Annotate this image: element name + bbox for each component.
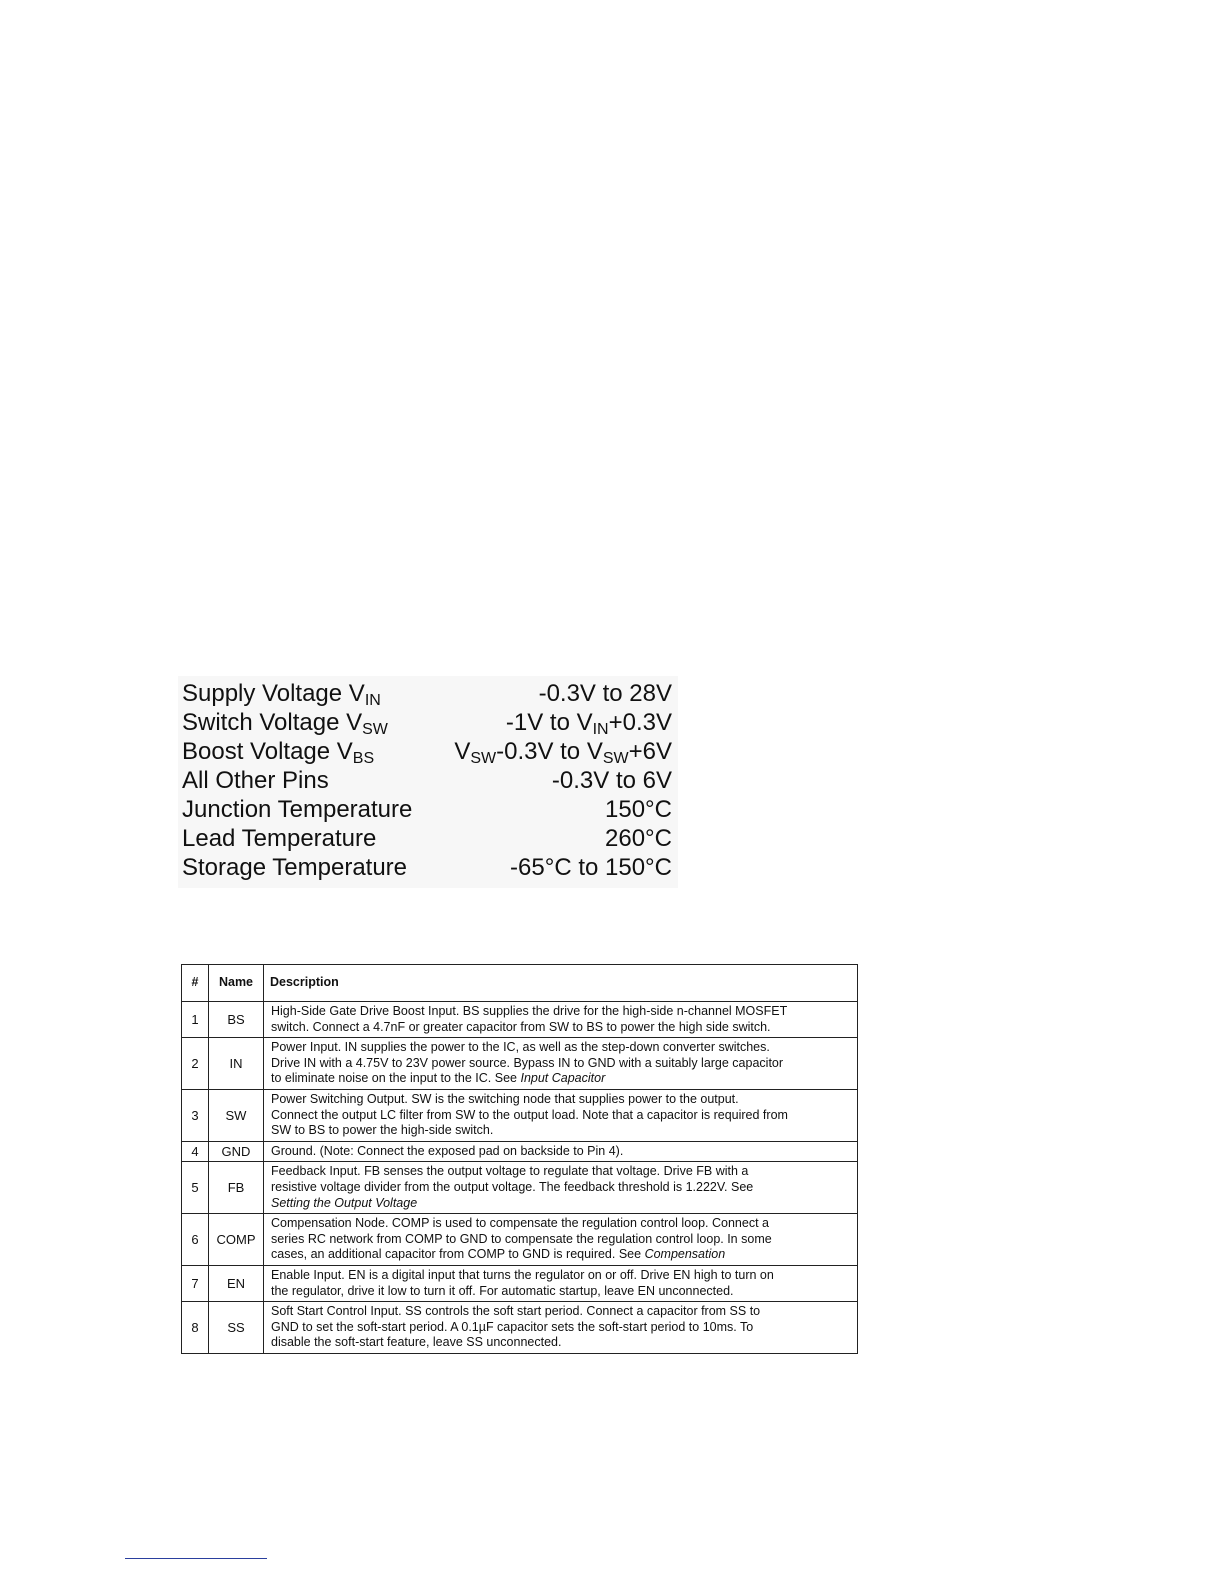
rating-row [182, 679, 676, 708]
rating-value [510, 853, 672, 882]
description-line: GND to set the soft-start period. A 0.1µF capacitor sets the soft-start period to 10ms. To [271, 1319, 754, 1334]
cross-reference: Input Capacitor [520, 1071, 606, 1086]
pin-description-table [181, 964, 858, 1354]
pin-description [264, 1141, 858, 1162]
rating-row [182, 795, 676, 824]
rating-value-text: +0.3V [608, 709, 672, 736]
absolute-maximum-ratings [178, 676, 678, 888]
cross-reference: Setting the Output Voltage [271, 1195, 418, 1210]
table-row [182, 1214, 858, 1266]
rating-row [182, 824, 676, 853]
pin-description [264, 1038, 858, 1090]
description-line: Feedback Input. FB senses the output voltage to regulate that voltage. Drive FB with a [271, 1164, 749, 1179]
description-line: Power Input. IN supplies the power to the IC, as well as the step-down converter switches. [271, 1040, 770, 1055]
rating-value [506, 708, 672, 737]
pin-number: 4 [182, 1141, 209, 1162]
rating-parameter-subscript: BS [352, 750, 375, 767]
rating-parameter-text: Storage Temperature [182, 854, 408, 881]
description-line: Enable Input. EN is a digital input that turns the regulator on or off. Drive EN high to turn on [271, 1267, 774, 1282]
rating-parameter-text: Lead Temperature [182, 825, 377, 852]
pin-description [264, 1302, 858, 1354]
rating-value-subscript: SW [602, 750, 629, 767]
description-line: switch. Connect a 4.7nF or greater capacitor from SW to BS to power the high side switch. [271, 1019, 771, 1034]
description-line: Connect the output LC filter from SW to the output load. Note that a capacitor is required from [271, 1107, 788, 1122]
description-line: disable the soft-start feature, leave SS unconnected. [271, 1335, 562, 1350]
pin-name: GND [209, 1141, 264, 1162]
rating-value [539, 679, 672, 708]
rating-value-text: 150°C [605, 796, 672, 823]
description-line: High-Side Gate Drive Boost Input. BS supplies the drive for the high-side n-channel MOSFET [271, 1004, 788, 1018]
table-row [182, 1265, 858, 1301]
rating-value-text: -65°C to 150°C [510, 854, 672, 881]
header-number: # [182, 965, 209, 1002]
pin-description [264, 1265, 858, 1301]
rating-row [182, 708, 676, 737]
rating-parameter-text: All Other Pins [182, 767, 329, 794]
header-description: Description [264, 965, 858, 1002]
rating-value-subscript: SW [470, 750, 497, 767]
pin-number: 7 [182, 1265, 209, 1301]
rating-parameter [182, 824, 376, 853]
table-header-row [182, 965, 858, 1002]
table-row [182, 1162, 858, 1214]
pin-description [264, 1214, 858, 1266]
rating-value-text: -0.3V to 6V [551, 767, 672, 794]
pin-name: BS [209, 1002, 264, 1038]
rating-parameter-text: Boost Voltage V [182, 738, 353, 765]
description-line: Drive IN with a 4.75V to 23V power source. Bypass IN to GND with a suitably large capacitor [271, 1055, 784, 1070]
description-line: Compensation Node. COMP is used to compensate the regulation control loop. Connect a [271, 1216, 769, 1231]
pin-name: SS [209, 1302, 264, 1354]
rating-parameter-subscript: IN [364, 692, 381, 709]
description-line: to eliminate noise on the input to the IC. See [271, 1071, 521, 1086]
table-row [182, 1141, 858, 1162]
rating-value [605, 795, 672, 824]
rating-value [605, 824, 672, 853]
description-line: series RC network from COMP to GND to compensate the regulation control loop. In some [271, 1231, 772, 1246]
rating-value-text: -0.3V to V [496, 738, 603, 765]
rating-value [454, 737, 672, 766]
cross-reference: Compensation [644, 1247, 726, 1262]
rating-value-text: 260°C [605, 825, 672, 852]
rating-parameter [182, 708, 388, 737]
description-line: cases, an additional capacitor from COMP to GND is required. See [271, 1247, 645, 1262]
description-line: resistive voltage divider from the output voltage. The feedback threshold is 1.222V. See [271, 1179, 754, 1194]
rating-parameter-text: Switch Voltage V [182, 709, 363, 736]
rating-parameter-text: Junction Temperature [182, 796, 413, 823]
rating-parameter-subscript: SW [362, 721, 388, 738]
rating-row [182, 853, 676, 882]
table-row [182, 1302, 858, 1354]
pin-name: SW [209, 1089, 264, 1141]
rating-value-text: V [454, 738, 471, 765]
header-name: Name [209, 965, 264, 1002]
rating-parameter [182, 766, 329, 795]
rating-parameter [182, 679, 381, 708]
rating-value-subscript: IN [592, 721, 609, 738]
pin-description [264, 1002, 858, 1038]
rating-value-text: -0.3V to 28V [538, 680, 672, 707]
rating-row [182, 766, 676, 795]
rating-parameter [182, 853, 407, 882]
pin-name: COMP [209, 1214, 264, 1266]
pin-number: 3 [182, 1089, 209, 1141]
table-row [182, 1038, 858, 1090]
description-line: Soft Start Control Input. SS controls the soft start period. Connect a capacitor from SS to [271, 1304, 761, 1319]
rating-parameter [182, 795, 412, 824]
pin-number: 8 [182, 1302, 209, 1354]
pin-name: IN [209, 1038, 264, 1090]
rating-value-text: -1V to V [505, 709, 593, 736]
table-row [182, 1089, 858, 1141]
description-line: Power Switching Output. SW is the switching node that supplies power to the output. [271, 1091, 739, 1106]
footnote-separator [125, 1558, 267, 1559]
description-line: the regulator, drive it low to turn it off. For automatic startup, leave EN unconnected. [271, 1283, 734, 1298]
pin-number: 1 [182, 1002, 209, 1038]
pin-description [264, 1162, 858, 1214]
pin-name: EN [209, 1265, 264, 1301]
rating-parameter-text: Supply Voltage V [182, 680, 365, 707]
rating-value [552, 766, 672, 795]
pin-number: 2 [182, 1038, 209, 1090]
rating-value-text: +6V [628, 738, 672, 765]
pin-name: FB [209, 1162, 264, 1214]
pin-description [264, 1089, 858, 1141]
rating-parameter [182, 737, 374, 766]
table-row [182, 1002, 858, 1038]
pin-number: 5 [182, 1162, 209, 1214]
description-line: Ground. (Note: Connect the exposed pad on backside to Pin 4). [271, 1143, 624, 1158]
description-line: SW to BS to power the high-side switch. [271, 1123, 494, 1138]
rating-row [182, 737, 676, 766]
pin-number: 6 [182, 1214, 209, 1266]
